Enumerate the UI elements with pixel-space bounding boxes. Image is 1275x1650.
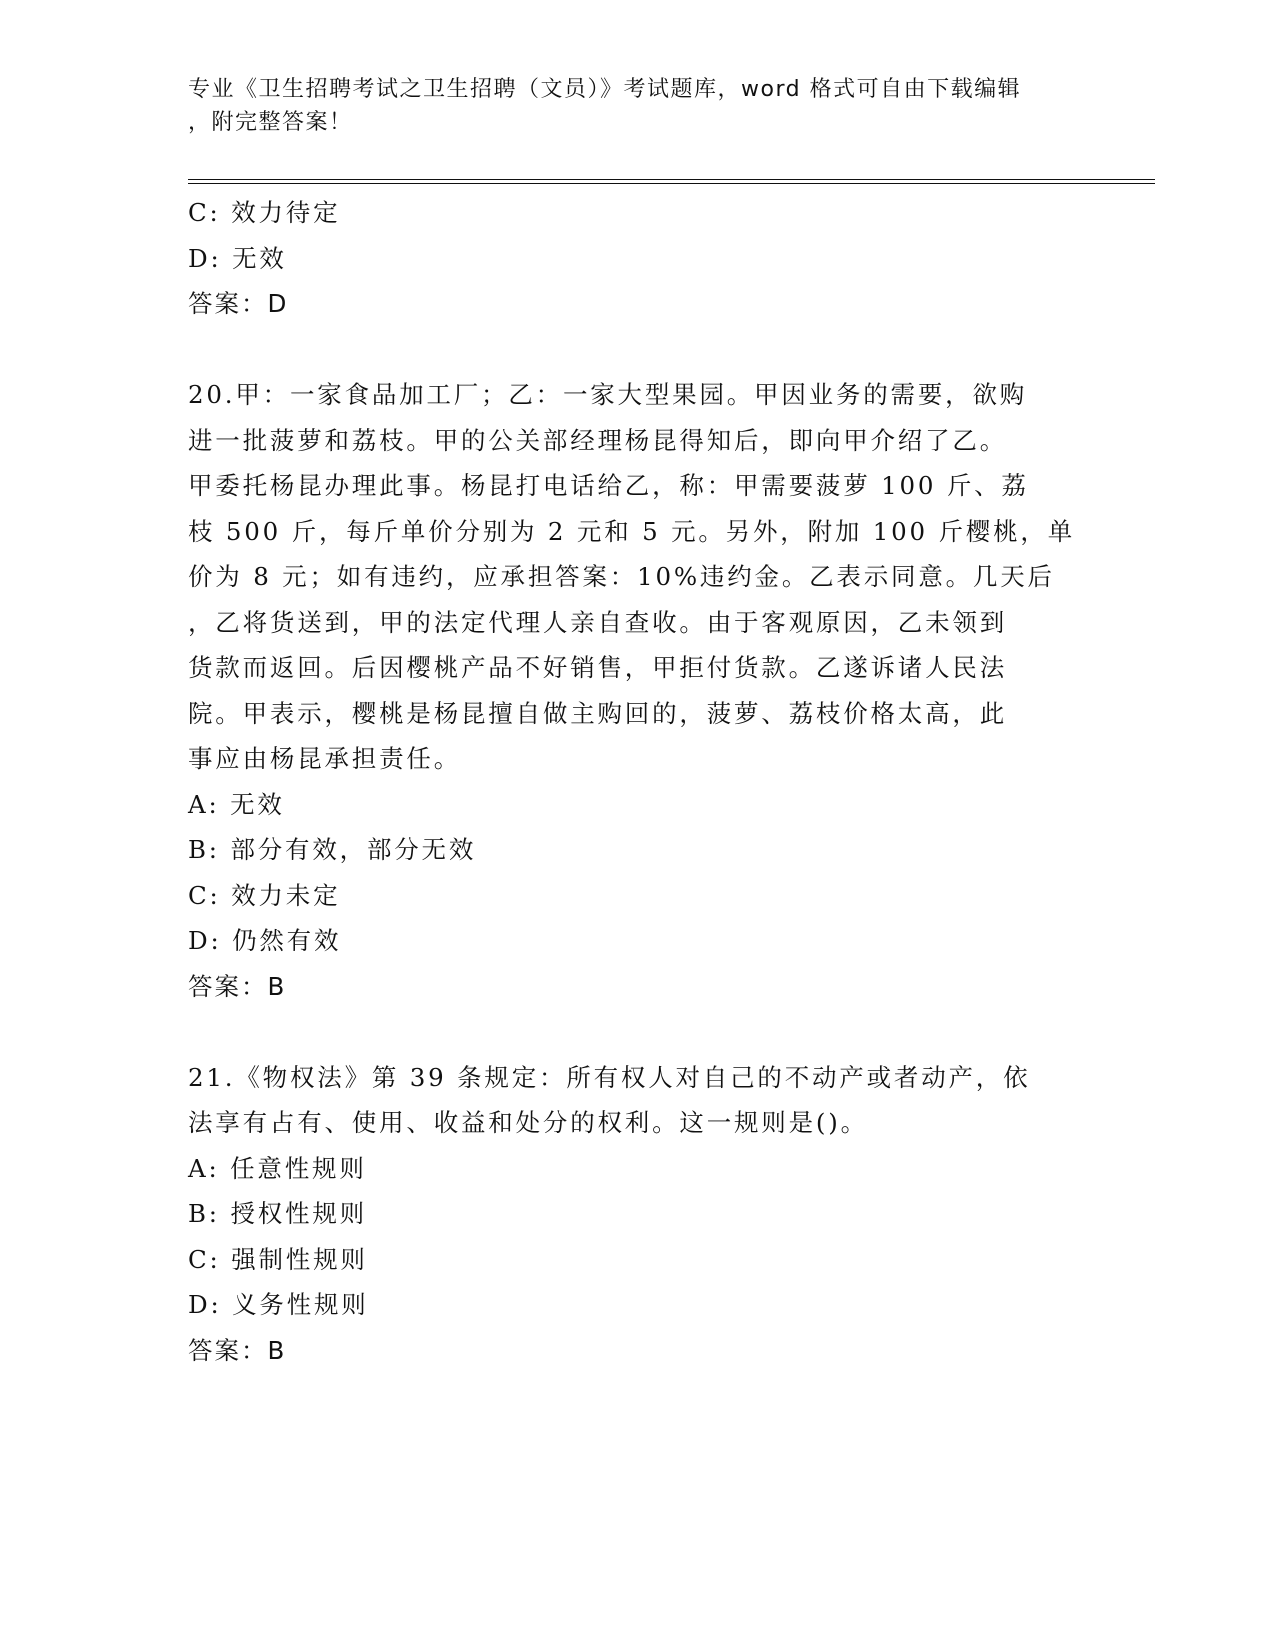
spacer — [188, 327, 1088, 373]
question-stem-line: 枝 500 斤，每斤单价分别为 2 元和 5 元。另外，附加 100 斤樱桃，单 — [188, 516, 1076, 546]
question-stem-line: 院。甲表示，樱桃是杨昆擅自做主购回的，菠萝、荔枝价格太高，此 — [188, 698, 1007, 728]
option-a: A: 无效 — [188, 789, 285, 819]
question-stem-line: ，乙将货送到，甲的法定代理人亲自查收。由于客观原因，乙未领到 — [188, 607, 1007, 637]
question-stem-line: 事应由杨昆承担责任。 — [188, 744, 461, 773]
question-20 — [188, 372, 1088, 1009]
previous-question-continuation — [188, 190, 1088, 327]
option-c: C: 效力未定 — [188, 880, 341, 910]
header-rule-bottom — [188, 183, 1155, 184]
option-b: B: 部分有效，部分无效 — [188, 835, 477, 864]
question-stem-line: 20.甲：一家食品加工厂；乙：一家大型果园。甲因业务的需要，欲购 — [188, 380, 1028, 409]
option-a: A: 任意性规则 — [188, 1153, 367, 1183]
option-d: D: 仍然有效 — [188, 926, 342, 955]
question-stem-line: 21.《物权法》第 39 条规定：所有权人对自己的不动产或者动产，依 — [188, 1062, 1031, 1092]
document-body — [188, 190, 1088, 1373]
question-21 — [188, 1055, 1088, 1374]
question-stem-line: 货款而返回。后因樱桃产品不好销售，甲拒付货款。乙遂诉诸人民法 — [188, 653, 1007, 682]
header-line-2: ，附完整答案！ — [188, 110, 353, 135]
option-d: D: 义务性规则 — [188, 1290, 369, 1319]
spacer — [188, 1009, 1088, 1055]
question-stem-line: 甲委托杨昆办理此事。杨昆打电话给乙，称：甲需要菠萝 100 斤、荔 — [188, 471, 1029, 500]
option-c: C: 效力待定 — [188, 198, 341, 227]
option-c: C: 强制性规则 — [188, 1244, 368, 1274]
question-stem-line: 法享有占有、使用、收益和处分的权利。这一规则是()。 — [188, 1108, 868, 1137]
question-stem-line: 进一批菠萝和荔枝。甲的公关部经理杨昆得知后，即向甲介绍了乙。 — [188, 425, 1007, 455]
option-b: B: 授权性规则 — [188, 1199, 367, 1228]
answer-line: 答案：D — [188, 289, 289, 318]
answer-line: 答案：B — [188, 1335, 287, 1365]
question-stem-line: 价为 8 元；如有违约，应承担答案：10%违约金。乙表示同意。几天后 — [188, 562, 1055, 591]
header-rule-top — [188, 179, 1155, 180]
header-line-1: 专业《卫生招聘考试之卫生招聘（文员）》考试题库，word 格式可自由下载编辑 — [188, 77, 1022, 102]
document-header — [188, 73, 1068, 139]
answer-line: 答案：B — [188, 971, 287, 1001]
option-d: D: 无效 — [188, 243, 287, 273]
